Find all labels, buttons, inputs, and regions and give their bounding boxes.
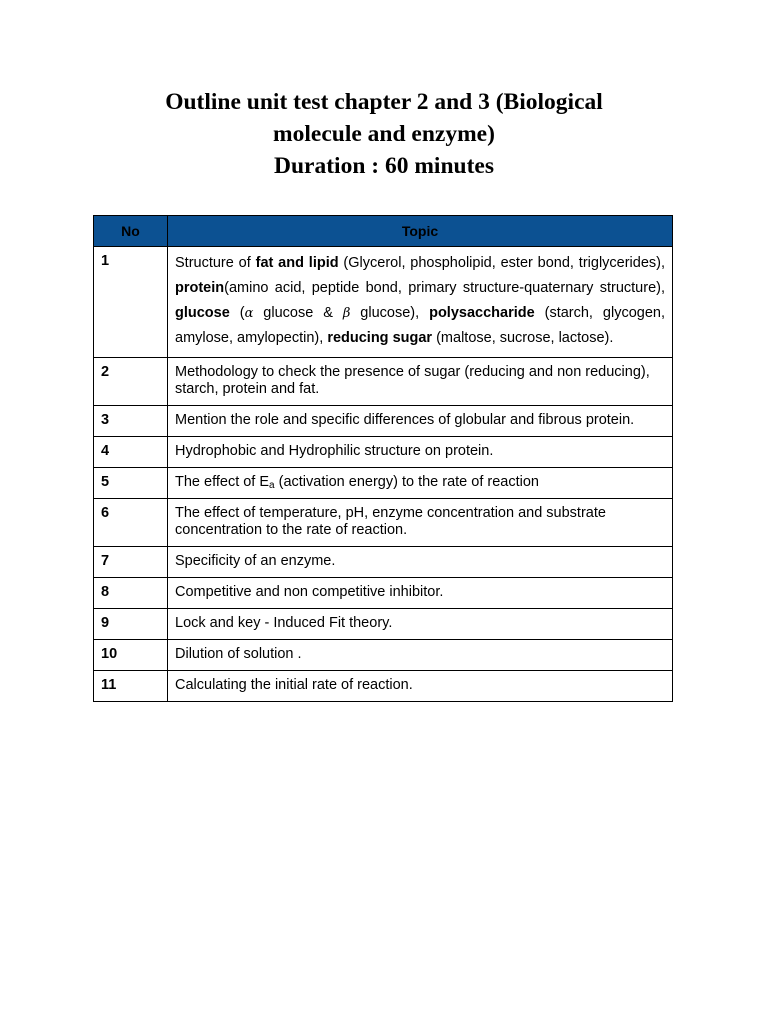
row-topic	[168, 468, 673, 499]
topic-text-segment: glucose),	[350, 305, 430, 321]
topic-text-segment: a	[269, 480, 275, 491]
title-line-1: Outline unit test chapter 2 and 3 (Biological	[165, 89, 603, 115]
row-topic: The effect of temperature, pH, enzyme concentration and substrate concentration to the rate of reaction.	[168, 499, 673, 547]
table-header-row	[94, 216, 673, 247]
row-topic	[168, 247, 673, 358]
row-number: 11	[94, 671, 168, 702]
row-number: 9	[94, 609, 168, 640]
title-line-3: Duration : 60 minutes	[274, 153, 494, 179]
topic-keyword: reducing sugar	[327, 330, 433, 346]
row-topic: Calculating the initial rate of reaction.	[168, 671, 673, 702]
table-row	[94, 547, 673, 578]
row-topic: Lock and key - Induced Fit theory.	[168, 609, 673, 640]
topic-keyword: glucose	[175, 305, 230, 321]
table-row	[94, 437, 673, 468]
header-topic: Topic	[168, 216, 673, 247]
row-number: 4	[94, 437, 168, 468]
row-topic: Methodology to check the presence of sugar (reducing and non reducing), starch, protein and fat.	[168, 358, 673, 406]
table-row	[94, 468, 673, 499]
table-row	[94, 671, 673, 702]
header-no: No	[94, 216, 168, 247]
title-line-2: molecule and enzyme)	[273, 121, 495, 147]
topic-text-segment: glucose &	[253, 305, 343, 321]
row-number: 6	[94, 499, 168, 547]
row-number: 2	[94, 358, 168, 406]
row-topic: Specificity of an enzyme.	[168, 547, 673, 578]
row-topic: Dilution of solution .	[168, 640, 673, 671]
row-number: 1	[94, 247, 168, 358]
topic-text-segment: Structure of	[175, 255, 256, 271]
topic-text-segment: (	[229, 305, 245, 321]
row-number: 8	[94, 578, 168, 609]
topic-text-segment: (starch, glycogen, amylose, amylopectin),	[175, 305, 665, 346]
topic-text-segment: (activation energy) to the rate of reaction	[274, 474, 539, 490]
table-body	[94, 247, 673, 702]
greek-symbol: α	[244, 306, 254, 321]
row-number: 5	[94, 468, 168, 499]
row-number: 7	[94, 547, 168, 578]
topic-keyword: fat and lipid	[255, 255, 339, 271]
row-topic: Competitive and non competitive inhibitor.	[168, 578, 673, 609]
table-row	[94, 609, 673, 640]
table-row	[94, 247, 673, 358]
topic-keyword: protein	[175, 280, 225, 296]
topic-text-segment: The effect of E	[175, 474, 270, 490]
row-number: 3	[94, 406, 168, 437]
table-row	[94, 578, 673, 609]
topic-keyword: polysaccharide	[429, 305, 535, 321]
table-row	[94, 499, 673, 547]
greek-symbol: β	[342, 306, 351, 321]
row-topic: Mention the role and specific differences of globular and fibrous protein.	[168, 406, 673, 437]
topics-table	[93, 215, 673, 702]
topic-text-segment: (Glycerol, phospholipid, ester bond, triglycerides),	[338, 255, 666, 271]
topic-text-segment: (amino acid, peptide bond, primary structure-quaternary structure),	[224, 280, 665, 296]
row-topic: Hydrophobic and Hydrophilic structure on protein.	[168, 437, 673, 468]
table-row	[94, 406, 673, 437]
table-row	[94, 358, 673, 406]
document-title	[0, 86, 768, 182]
topic-text-segment: (maltose, sucrose, lactose).	[432, 330, 614, 346]
row-number: 10	[94, 640, 168, 671]
table-row	[94, 640, 673, 671]
